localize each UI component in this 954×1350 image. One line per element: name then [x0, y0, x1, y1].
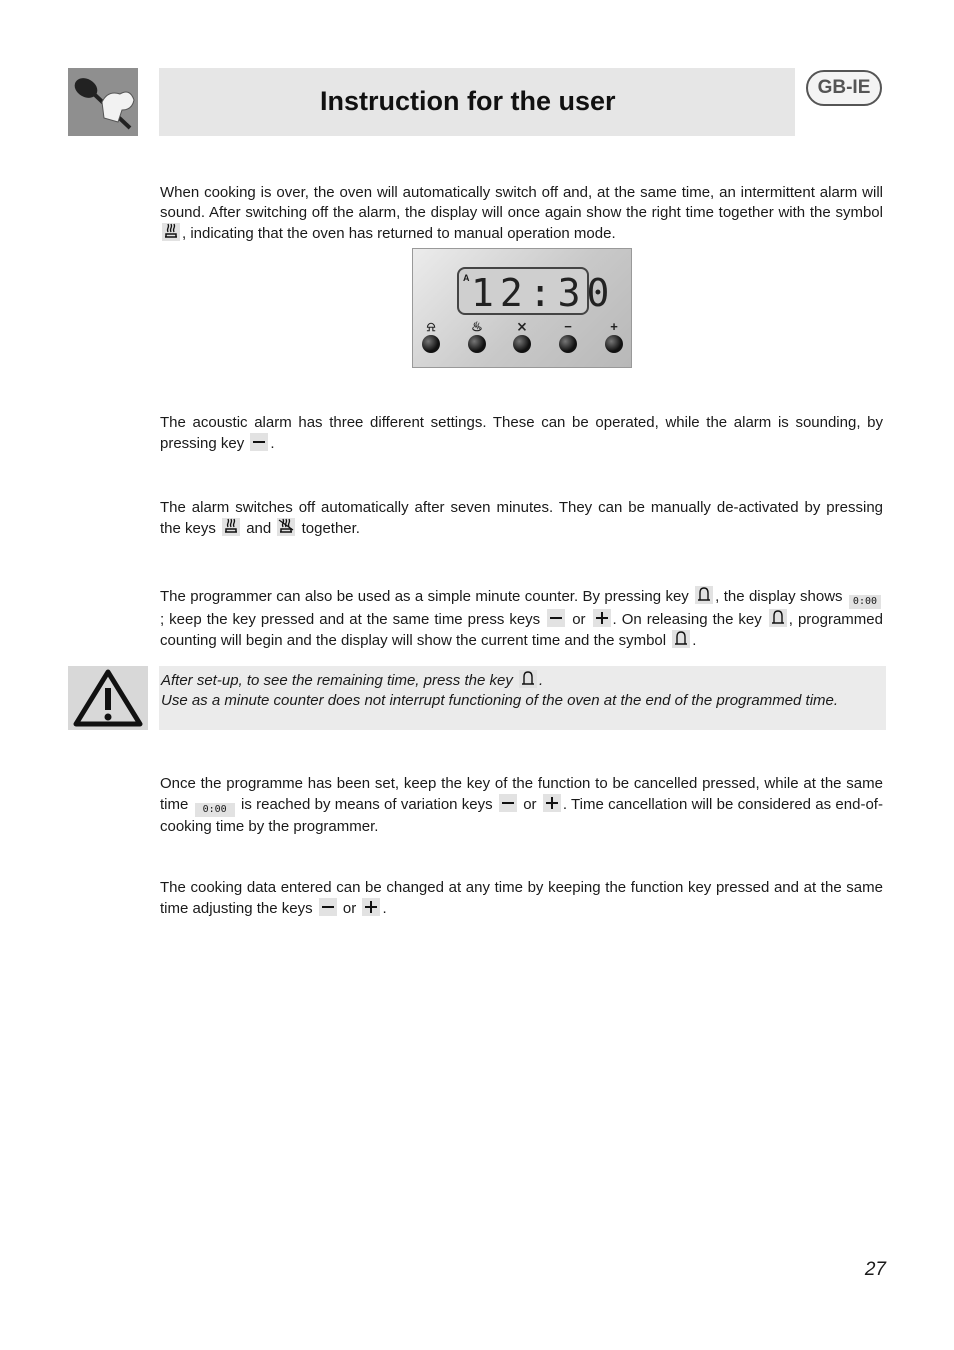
p5-text-c: or	[523, 796, 537, 813]
page-number: 27	[864, 1259, 886, 1280]
knob-end-cooking[interactable]	[513, 335, 531, 353]
p2-text-a: The acoustic alarm has three different settings. These can be operated, while the alarm is sounding, by pressing key	[160, 414, 883, 452]
p2-text-b: .	[270, 435, 275, 452]
p3-text-c: together.	[301, 520, 360, 537]
p6-text-c: .	[382, 900, 387, 917]
p4-text-g: .	[692, 632, 697, 649]
zero-display-icon: 0:00	[195, 803, 235, 817]
cook-symbol-icon: ♨	[471, 319, 483, 334]
warning-box	[68, 666, 148, 730]
p4-text-e: . On releasing the key	[612, 611, 762, 628]
page-title: Instruction for the user	[320, 86, 616, 116]
paragraph-change-data	[160, 878, 883, 919]
end-cook-symbol-icon	[277, 518, 295, 536]
p4-text-c: ; keep the key pressed and at the same time press keys	[160, 611, 541, 628]
paragraph-end-of-cooking	[160, 183, 883, 244]
p1-text-b: , indicating that the oven has returned to manual operation mode.	[182, 225, 616, 242]
header-bar	[159, 68, 795, 136]
p5-text-b: is reached by means of variation keys	[241, 796, 493, 813]
bell-icon	[769, 609, 787, 627]
auto-indicator: A	[463, 273, 470, 283]
p3-text-a: The alarm switches off automatically after seven minutes. They can be manually de-activated by pressing the keys	[160, 499, 883, 537]
p3-text-b: and	[246, 520, 272, 537]
knob-timer[interactable]	[422, 335, 440, 353]
display-time: 12:30	[471, 271, 616, 315]
minus-icon	[547, 609, 565, 627]
lcd-display	[457, 267, 616, 315]
minus-icon	[499, 794, 517, 812]
bell-icon	[672, 630, 690, 648]
note-box	[159, 666, 886, 730]
plus-icon	[543, 794, 561, 812]
paragraph-alarm-off	[160, 498, 883, 539]
minus-icon	[319, 898, 337, 916]
p4-text-d: or	[572, 611, 586, 628]
note-line2: Use as a minute counter does not interrupt functioning of the oven at the end of the programmed time.	[161, 692, 839, 709]
note-line1-a: After set-up, to see the remaining time, press the key	[161, 672, 513, 689]
region-badge: GB-IE	[806, 70, 882, 106]
cook-symbol-icon	[162, 223, 180, 241]
knob-plus[interactable]	[605, 335, 623, 353]
end-cook-symbol-icon: ⨯	[516, 319, 528, 334]
note-line1-b: .	[539, 672, 544, 689]
chef-spoon-icon	[68, 68, 138, 136]
p6-text-b: or	[342, 900, 357, 917]
bell-icon	[695, 586, 713, 604]
zero-display-icon: 0:00	[849, 595, 881, 609]
plus-icon: +	[610, 319, 618, 334]
paragraph-minute-counter	[160, 586, 883, 651]
p5-text-a: Once the programme has been set, keep the key of the function to be cancelled pressed, while at the same time	[160, 775, 883, 813]
oven-control-panel	[412, 248, 632, 368]
minus-icon	[250, 433, 268, 451]
p5-text-d: . Time cancellation will be considered as end-of-cooking time by the programmer.	[160, 796, 883, 835]
p1-text-a: When cooking is over, the oven will automatically switch off and, at the same time, an intermittent alarm will sound. After switching off the alarm, the display will once again show the right time together with the symbol	[160, 184, 883, 221]
note-text	[161, 670, 885, 711]
cook-symbol-icon	[222, 518, 240, 536]
p4-text-a: The programmer can also be used as a simple minute counter. By pressing key	[160, 588, 689, 605]
plus-icon	[362, 898, 380, 916]
bell-icon	[519, 670, 537, 688]
warning-triangle-icon	[68, 666, 148, 730]
plus-icon	[593, 609, 611, 627]
paragraph-cancel-programme	[160, 774, 883, 837]
p4-text-f: , programmed counting will begin and the display will show the current time and the symbol	[160, 611, 883, 649]
knob-minus[interactable]	[559, 335, 577, 353]
paragraph-alarm-settings	[160, 413, 883, 454]
knob-cooking-duration[interactable]	[468, 335, 486, 353]
minus-icon: −	[564, 319, 572, 334]
p4-text-b: , the display shows	[715, 588, 843, 605]
bell-icon: ⍾	[426, 319, 436, 334]
p6-text-a: The cooking data entered can be changed at any time by keeping the function key pressed and at the same time adjusting the keys	[160, 879, 883, 917]
